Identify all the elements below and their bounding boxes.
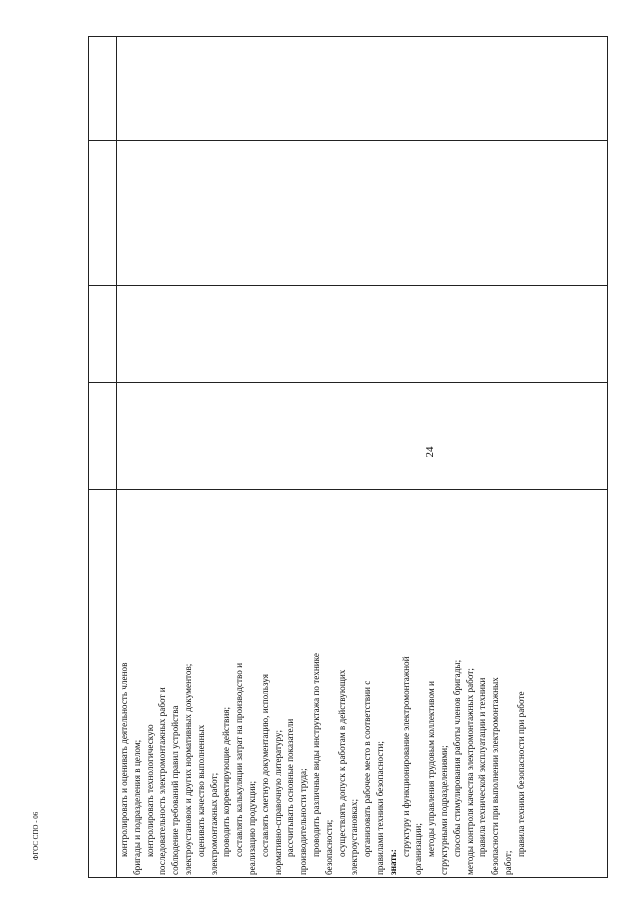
text-line: электроустановках; [349, 798, 360, 875]
text-line: правилами техники безопасности; [374, 741, 385, 875]
text-line: электроустановок и других нормативных документов; [182, 663, 193, 875]
text-line: соблюдение требований правил устройства [170, 705, 181, 875]
text-line: составлять калькуляции затрат на производство и [234, 662, 245, 857]
text-line: организовать рабочее место в соответствии с [362, 680, 373, 857]
standards-table [88, 36, 608, 878]
text-line: проводить корректирующие действия; [221, 706, 232, 857]
text-line: осуществлять допуск к работам в действующих [336, 669, 347, 857]
text-line: структуру и функционирование электромонтажной [400, 656, 411, 857]
text-line: контролировать и оценивать деятельность членов [119, 662, 129, 857]
text-line: знать: [387, 849, 398, 875]
text-line: структурными подразделениями; [438, 745, 449, 875]
text-line: составлять сметную документацию, используя [259, 674, 270, 857]
text-line: работ; [502, 850, 513, 875]
text-line: производительности труда; [298, 768, 309, 875]
page-number: 24 [424, 446, 436, 458]
text-line: контролировать технологическую [144, 724, 155, 857]
text-line: проводить различные виды инструктажа по технике [310, 653, 321, 857]
skills-text [117, 489, 526, 879]
row-divider-3 [89, 382, 607, 383]
text-line: организации; [413, 823, 424, 875]
skills-cell [117, 489, 526, 879]
row-divider-1 [89, 140, 607, 141]
text-line: безопасности при выполнении электромонтажных [490, 677, 501, 875]
text-line: методы контроля качества электромонтажных работ; [464, 668, 475, 875]
text-line: реализацию продукции; [246, 780, 257, 875]
text-line: оценивать качество выполненных [195, 724, 206, 857]
text-line: методы управления трудовым коллективом и [426, 681, 437, 857]
text-line: безопасности; [323, 819, 334, 875]
text-line: рассчитывать основные показатели [285, 718, 296, 857]
text-line: бригады и подразделения в целом; [131, 739, 142, 875]
row-divider-2 [89, 285, 607, 286]
text-line: электромонтажных работ; [208, 772, 219, 875]
document-code-footer: ФГОС СПО - 06 [32, 811, 40, 861]
text-line: способы стимулирования работы членов бригады; [451, 659, 462, 857]
text-line: правила технической эксплуатации и техники [477, 677, 488, 857]
text-line: последовательность электромонтажных работ и [157, 687, 168, 875]
text-line: правила техники безопасности при работе [515, 691, 526, 857]
text-line: нормативно-справочную литературу; [272, 730, 283, 875]
